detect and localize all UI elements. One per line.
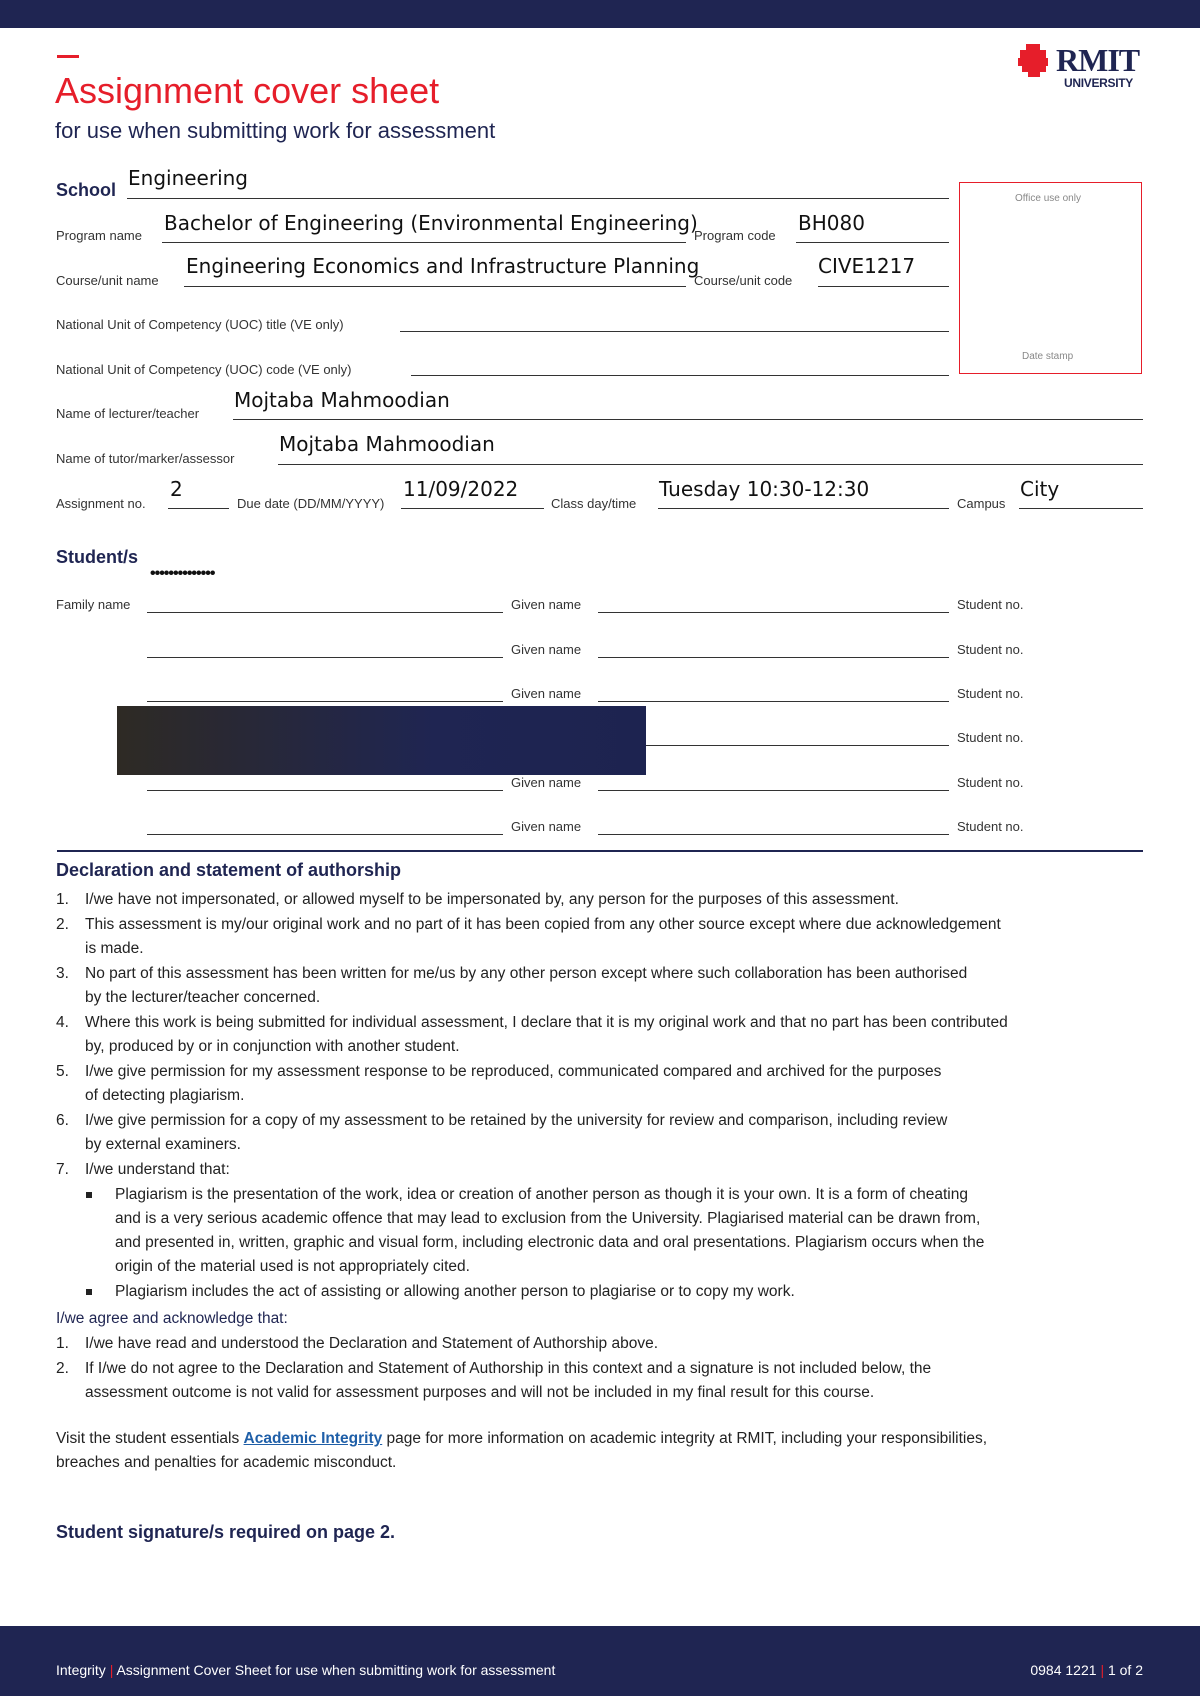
program-name-field[interactable]: Bachelor of Engineering (Environmental Engineering) — [164, 211, 698, 235]
campus-field[interactable]: City — [1020, 477, 1060, 501]
course-code-label: Course/unit code — [694, 273, 793, 288]
given-name-field[interactable] — [598, 701, 949, 702]
school-field[interactable]: Engineering — [128, 166, 248, 190]
family-name-field[interactable] — [147, 657, 503, 658]
page-title: Assignment cover sheet — [55, 70, 440, 111]
title-accent-dash — [57, 55, 79, 58]
family-name-field[interactable] — [147, 834, 503, 835]
declaration-item — [56, 1109, 1156, 1157]
agree-item — [56, 1357, 1156, 1405]
student-no-label: Student no. — [957, 775, 1024, 790]
bullet-text-line: and presented in, written, graphic and visual form, including electronic data and oral presentations. Plagiarism occurs when the — [115, 1234, 985, 1251]
program-name-label: Program name — [56, 228, 142, 243]
item-text-line: is made. — [85, 940, 144, 957]
students-heading: Student/s — [56, 547, 139, 567]
footer-doc-code: 0984 1221 — [1030, 1662, 1097, 1678]
assignment-no-field[interactable]: 2 — [170, 477, 183, 501]
due-date-field[interactable]: 11/09/2022 — [403, 477, 519, 501]
student-no-label: Student no. — [957, 819, 1024, 834]
family-name-field[interactable] — [147, 701, 503, 702]
agree-heading: I/we agree and acknowledge that: — [56, 1310, 288, 1327]
lecturer-field[interactable]: Mojtaba Mahmoodian — [234, 388, 450, 412]
course-code-line — [818, 286, 949, 287]
masked-family-name: •••••••••••••• — [150, 565, 215, 582]
item-number: 3. — [56, 965, 69, 982]
course-name-label: Course/unit name — [56, 273, 159, 288]
date-stamp-label: Date stamp — [1022, 351, 1074, 362]
given-name-field[interactable] — [598, 745, 949, 746]
given-name-label: Given name — [511, 642, 582, 657]
campus-line — [1019, 508, 1143, 509]
item-text-line: I/we have not impersonated, or allowed myself to be impersonated by, any person for the purposes of this assessment. — [85, 891, 899, 908]
assignment-no-line — [168, 508, 229, 509]
footer-sep-right: | — [1100, 1662, 1105, 1678]
item-number: 2. — [56, 916, 69, 933]
tutor-field[interactable]: Mojtaba Mahmoodian — [279, 432, 495, 456]
item-text-line: by external examiners. — [85, 1136, 241, 1153]
visit-paragraph — [56, 1427, 1156, 1475]
rmit-logo — [1018, 42, 1158, 92]
student-no-label: Student no. — [957, 597, 1024, 612]
item-text-line: assessment outcome is not valid for assessment purposes and will not be included in my final result for this course. — [85, 1384, 875, 1401]
declaration-item — [56, 1158, 1156, 1182]
footer-doc-title: Assignment Cover Sheet for use when submitting work for assessment — [116, 1662, 556, 1678]
footer-bar — [0, 1626, 1200, 1696]
given-name-field[interactable] — [598, 790, 949, 791]
due-date-line — [401, 508, 544, 509]
bullet-icon — [86, 1192, 92, 1198]
tutor-line — [278, 464, 1143, 465]
declaration-heading: Declaration and statement of authorship — [56, 860, 402, 880]
student-no-label: Student no. — [957, 730, 1024, 745]
item-number: 1. — [56, 891, 69, 908]
agree-item — [56, 1332, 1156, 1356]
course-name-line — [184, 286, 686, 287]
student-no-label: Student no. — [957, 642, 1024, 657]
item-number: 7. — [56, 1161, 69, 1178]
uoc-code-label: National Unit of Competency (UOC) code (VE only) — [56, 362, 352, 377]
campus-label: Campus — [957, 496, 1006, 511]
item-text-line: Where this work is being submitted for individual assessment, I declare that it is my original work and that no part has been contributed — [85, 1014, 1008, 1031]
tutor-label: Name of tutor/marker/assessor — [56, 451, 235, 466]
item-text-line: I/we give permission for a copy of my assessment to be retained by the university for review and comparison, including review — [85, 1112, 948, 1129]
section-divider — [57, 850, 1143, 852]
declaration-item — [56, 1060, 1156, 1108]
uoc-title-label: National Unit of Competency (UOC) title (VE only) — [56, 317, 344, 332]
given-name-label: Given name — [511, 775, 582, 790]
uoc-title-field[interactable] — [400, 331, 949, 332]
given-name-field[interactable] — [598, 657, 949, 658]
office-use-label: Office use only — [1015, 193, 1081, 204]
lecturer-line — [233, 419, 1143, 420]
student-no-label: Student no. — [957, 686, 1024, 701]
program-code-field[interactable]: BH080 — [798, 211, 865, 235]
item-text-line: No part of this assessment has been written for me/us by any other person except where such collaboration has been authorised — [85, 965, 968, 982]
visit-pre-text: Visit the student essentials — [56, 1430, 244, 1447]
top-banner — [0, 0, 1200, 28]
item-number: 1. — [56, 1335, 69, 1352]
course-name-field[interactable]: Engineering Economics and Infrastructure Planning — [186, 254, 700, 278]
bullet-text-line: Plagiarism is the presentation of the work, idea or creation of another person as though it is your own. It is a form of cheating — [115, 1186, 968, 1203]
assignment-no-label: Assignment no. — [56, 496, 146, 511]
course-code-field[interactable]: CIVE1217 — [818, 254, 916, 278]
bullet-text-line: Plagiarism includes the act of assisting or allowing another person to plagiarise or to copy my work. — [115, 1283, 795, 1300]
academic-integrity-link[interactable]: Academic Integrity — [243, 1430, 383, 1447]
item-number: 6. — [56, 1112, 69, 1129]
item-number: 5. — [56, 1063, 69, 1080]
due-date-label: Due date (DD/MM/YYYY) — [237, 496, 385, 511]
item-text-line: I/we give permission for my assessment response to be reproduced, communicated compared and archived for the purposes — [85, 1063, 942, 1080]
program-code-line — [796, 242, 949, 243]
lecturer-label: Name of lecturer/teacher — [56, 406, 200, 421]
school-line — [127, 198, 949, 199]
class-day-line — [658, 508, 949, 509]
item-text-line: of detecting plagiarism. — [85, 1087, 245, 1104]
item-text-line: I/we understand that: — [85, 1161, 230, 1178]
declaration-item — [56, 1011, 1156, 1059]
footer-integrity: Integrity — [56, 1662, 106, 1678]
bullet-text-line: origin of the material used is not appropriately cited. — [115, 1258, 470, 1275]
item-text-line: This assessment is my/our original work and no part of it has been copied from any other source except where due acknowledgement — [85, 916, 1001, 933]
program-name-line — [162, 242, 686, 243]
class-day-field[interactable]: Tuesday 10:30-12:30 — [659, 477, 870, 501]
logo-wordmark: RMIT — [1056, 42, 1140, 78]
declaration-item — [56, 913, 1156, 961]
item-number: 4. — [56, 1014, 69, 1031]
footer-right — [1030, 1662, 1143, 1678]
declaration-item — [56, 888, 1156, 912]
item-text-line: If I/we do not agree to the Declaration and Statement of Authorship in this context and a signature is not included below, the — [85, 1360, 932, 1377]
class-day-label: Class day/time — [551, 496, 637, 511]
visit-line-2: breaches and penalties for academic misconduct. — [56, 1454, 397, 1471]
item-text-line: by, produced by or in conjunction with another student. — [85, 1038, 460, 1055]
bullet-icon — [86, 1289, 92, 1295]
uoc-code-field[interactable] — [411, 375, 949, 376]
bullet-text-line: and is a very serious academic offence that may lead to exclusion from the University. Plagiarised material can be drawn from, — [115, 1210, 981, 1227]
given-name-field[interactable] — [598, 834, 949, 835]
given-name-label: Given name — [511, 597, 582, 612]
family-name-field[interactable] — [147, 790, 503, 791]
page-subtitle: for use when submitting work for assessment — [55, 118, 496, 143]
family-name-field[interactable] — [147, 612, 503, 613]
office-use-box — [959, 182, 1142, 374]
rmit-pixel-logo-icon — [1018, 44, 1054, 80]
school-label: School — [56, 180, 117, 200]
program-code-label: Program code — [694, 228, 776, 243]
footer-page-number: 1 of 2 — [1107, 1662, 1143, 1678]
footer-sep-left: | — [109, 1662, 114, 1678]
item-text-line: by the lecturer/teacher concerned. — [85, 989, 321, 1006]
redaction-block — [117, 706, 646, 775]
family-name-label: Family name — [56, 597, 131, 612]
footer-left — [56, 1662, 555, 1678]
item-number: 2. — [56, 1360, 69, 1377]
item-text-line: I/we have read and understood the Declaration and Statement of Authorship above. — [85, 1335, 659, 1352]
given-name-label: Given name — [511, 686, 582, 701]
visit-post-text: page for more information on academic integrity at RMIT, including your responsibilities, — [382, 1430, 988, 1447]
declaration-item — [56, 962, 1156, 1010]
logo-subtitle: UNIVERSITY — [1064, 76, 1134, 90]
signature-note: Student signature/s required on page 2. — [56, 1522, 396, 1542]
given-name-field[interactable] — [598, 612, 949, 613]
given-name-label: Given name — [511, 819, 582, 834]
